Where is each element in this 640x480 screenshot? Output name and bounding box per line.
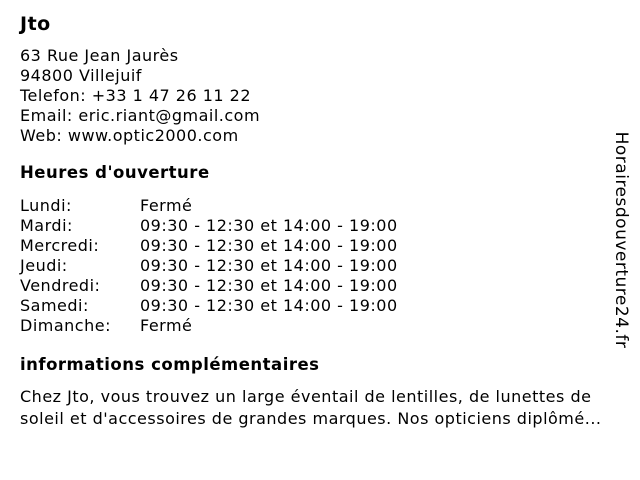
day-label: Vendredi:: [20, 276, 101, 295]
hours-value: Fermé: [140, 196, 193, 215]
day-label: Mercredi:: [20, 236, 100, 255]
website-line: Web: www.optic2000.com: [20, 126, 239, 145]
address-city: 94800 Villejuif: [20, 66, 142, 85]
day-label: Jeudi:: [20, 256, 68, 275]
hours-value: 09:30 - 12:30 et 14:00 - 19:00: [140, 216, 398, 235]
day-label: Mardi:: [20, 216, 73, 235]
opening-hours-table: [20, 196, 620, 336]
hours-value: 09:30 - 12:30 et 14:00 - 19:00: [140, 256, 398, 275]
hours-value: 09:30 - 12:30 et 14:00 - 19:00: [140, 236, 398, 255]
contact-block: [20, 46, 620, 146]
hours-row-thursday: [20, 256, 620, 276]
hours-value: Fermé: [140, 316, 193, 335]
address-street: 63 Rue Jean Jaurès: [20, 46, 179, 65]
hours-row-saturday: [20, 296, 620, 316]
hours-value: 09:30 - 12:30 et 14:00 - 19:00: [140, 296, 398, 315]
day-label: Lundi:: [20, 196, 72, 215]
hours-row-monday: [20, 196, 620, 216]
site-watermark: Horairesdouverture24.fr: [611, 131, 631, 349]
additional-info-text: [20, 386, 620, 430]
phone-line: Telefon: +33 1 47 26 11 22: [20, 86, 252, 105]
additional-info-heading: informations complémentaires: [20, 355, 320, 374]
hours-row-friday: [20, 276, 620, 296]
day-label: Samedi:: [20, 296, 89, 315]
info-text-line: Chez Jto, vous trouvez un large éventail de lentilles, de lunettes de: [20, 387, 592, 406]
hours-row-tuesday: [20, 216, 620, 236]
page-title: Jto: [20, 13, 51, 35]
email-line: Email: eric.riant@gmail.com: [20, 106, 261, 125]
day-label: Dimanche:: [20, 316, 111, 335]
info-text-line: soleil et d'accessoires de grandes marques. Nos opticiens diplômé...: [20, 409, 602, 428]
hours-row-wednesday: [20, 236, 620, 256]
hours-value: 09:30 - 12:30 et 14:00 - 19:00: [140, 276, 398, 295]
hours-row-sunday: [20, 316, 620, 336]
opening-hours-heading: Heures d'ouverture: [20, 163, 210, 182]
